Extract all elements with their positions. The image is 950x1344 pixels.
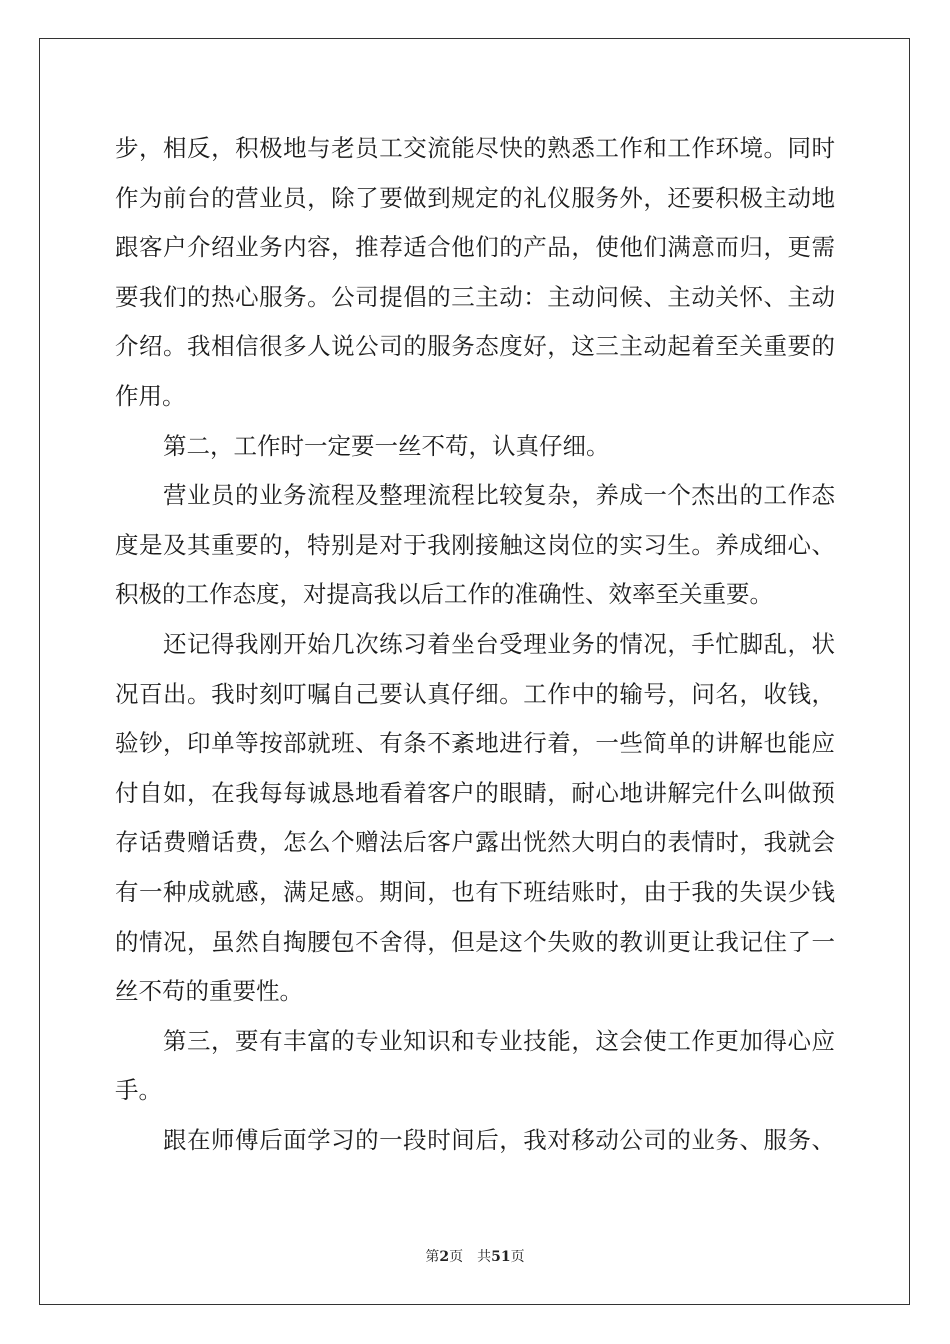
text-line: 度是及其重要的，特别是对于我刚接触这岗位的实习生。养成细心、 (115, 530, 835, 559)
text-line: 积极的工作态度，对提高我以后工作的准确性、效率至关重要。 (115, 580, 773, 609)
text-line: 手。 (115, 1076, 162, 1105)
text-line: 第三，要有丰富的专业知识和专业技能，这会使工作更加得心应 (163, 1026, 835, 1055)
text-line: 第二，工作时一定要一丝不苟，认真仔细。 (163, 431, 610, 460)
text-line: 况百出。我时刻叮嘱自己要认真仔细。工作中的输号，问名，收钱， (115, 679, 835, 708)
text-line: 步，相反，积极地与老员工交流能尽快的熟悉工作和工作环境。同时 (115, 134, 835, 162)
page-number: 2 (439, 1249, 450, 1265)
text-line: 作为前台的营业员，除了要做到规定的礼仪服务外，还要积极主动地 (115, 183, 835, 212)
text-line: 跟客户介绍业务内容，推荐适合他们的产品，使他们满意而归，更需 (115, 233, 835, 262)
text-line: 有一种成就感，满足感。期间，也有下班结账时，由于我的失误少钱 (115, 877, 835, 906)
page-suffix: 页 (449, 1249, 464, 1265)
text-line: 营业员的业务流程及整理流程比较复杂，养成一个杰出的工作态 (163, 481, 835, 510)
text-line: 要我们的热心服务。公司提倡的三主动：主动问候、主动关怀、主动 (115, 282, 835, 311)
text-line: 的情况，虽然自掏腰包不舍得，但是这个失败的教训更让我记住了一 (115, 927, 835, 956)
page-prefix: 第 (425, 1249, 440, 1265)
total-pages: 51 (491, 1249, 511, 1265)
page-footer (0, 1246, 950, 1266)
total-prefix: 共 (477, 1249, 492, 1265)
text-line: 介绍。我相信很多人说公司的服务态度好，这三主动起着至关重要的 (115, 332, 835, 361)
total-suffix: 页 (510, 1249, 525, 1265)
text-line: 跟在师傅后面学习的一段时间后，我对移动公司的业务、服务、 (163, 1125, 835, 1154)
text-line: 还记得我刚开始几次练习着坐台受理业务的情况，手忙脚乱，状 (163, 629, 835, 658)
text-line: 验钞，印单等按部就班、有条不紊地进行着，一些简单的讲解也能应 (115, 729, 835, 758)
text-line: 作用。 (115, 381, 186, 410)
document-body (115, 124, 835, 1165)
text-line: 存话费赠话费，怎么个赠法后客户露出恍然大明白的表情时，我就会 (115, 828, 835, 857)
text-line: 丝不苟的重要性。 (115, 977, 303, 1006)
text-line: 付自如，在我每每诚恳地看着客户的眼睛，耐心地讲解完什么叫做预 (115, 778, 835, 807)
